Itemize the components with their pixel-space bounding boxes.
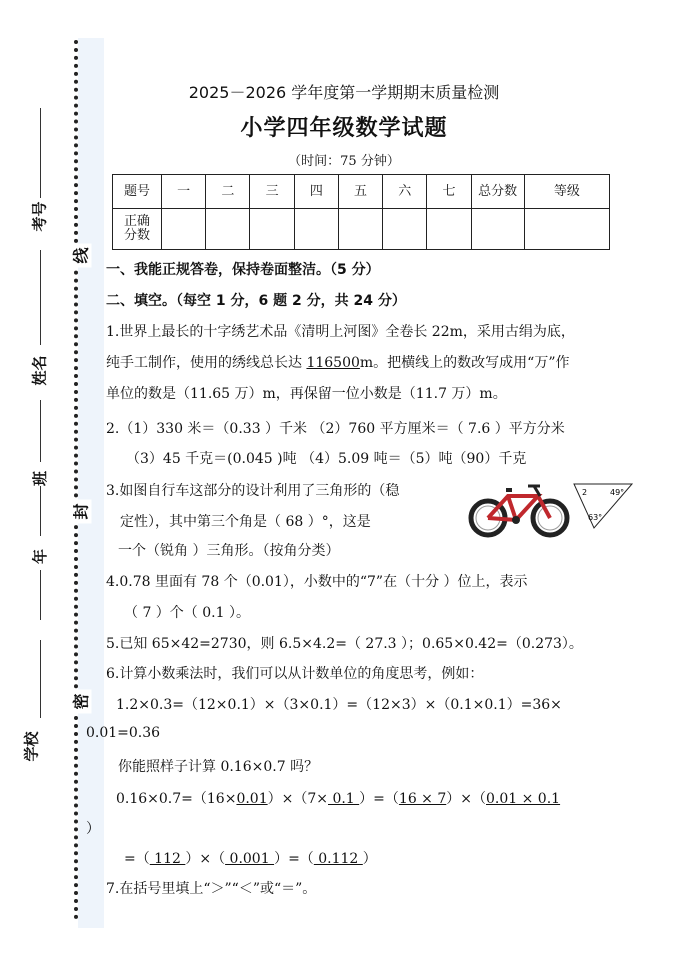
- score-cell: 总分数: [471, 175, 524, 209]
- q3-line3: 一个（锐角 ）三角形。（按角分类）: [118, 543, 340, 559]
- q6-line5: [116, 788, 560, 808]
- q6-blank-3: 16 × 7: [398, 791, 447, 807]
- q3-line1: 3.如图自行车这部分的设计利用了三角形的（稳: [106, 483, 400, 499]
- section-2-heading: 二、填空。（每空 1 分，6 题 2 分，共 24 分）: [106, 293, 406, 309]
- q4-line1: 4.0.78 里面有 78 个（0.01），小数中的“7”在（十分 ）位上，表示: [106, 574, 528, 590]
- score-cell: 一: [162, 175, 206, 209]
- q6-text-a: 0.16×0.7=（16×: [116, 791, 237, 807]
- field-line-name: [40, 250, 41, 345]
- field-label-exam-no: 考号: [30, 201, 49, 232]
- score-cell: 四: [294, 175, 338, 209]
- score-input-cell[interactable]: [206, 209, 250, 250]
- q6-line4: 你能照样子计算 0.16×0.7 吗？: [118, 759, 319, 775]
- field-label-school: 学校: [22, 731, 41, 762]
- score-cell: 三: [250, 175, 294, 209]
- q4-line2: （ 7 ）个（ 0.1 ）。: [124, 605, 250, 621]
- triangle-figure: [572, 478, 634, 532]
- field-label-grade: 年: [31, 548, 50, 565]
- triangle-angle-top-left: 2: [582, 488, 588, 497]
- score-input-cell[interactable]: [338, 209, 382, 250]
- binding-dotted-line: [74, 40, 78, 920]
- q6-line7: [124, 848, 377, 868]
- q6-line6: ）: [86, 821, 100, 837]
- q6-text-c: ）=（: [359, 791, 399, 807]
- q1-text-b: m。把横线上的数改写成用“万”作: [359, 355, 570, 371]
- score-table-header-row: [113, 175, 610, 209]
- q6-blank-2: 0.1: [328, 791, 360, 807]
- score-cell: 二: [206, 175, 250, 209]
- bicycle-image: [468, 482, 570, 538]
- q1-underlined-number: 116500: [306, 355, 360, 371]
- score-row-label: 正确分数: [113, 209, 162, 250]
- side-word-line: 线: [69, 244, 92, 268]
- q1-line3: 单位的数是（11.65 万）m，再保留一位小数是（11.7 万）m。: [106, 386, 507, 402]
- score-input-cell[interactable]: [294, 209, 338, 250]
- q6-blank-5: 112: [149, 851, 186, 867]
- q2-line2: （3）45 千克＝(0.045 )吨 （4）5.09 吨＝（5）吨（90）千克: [126, 451, 527, 467]
- q1-text-a: 纯手工制作，使用的绣线总长达: [106, 355, 307, 371]
- field-line-class: [40, 400, 41, 462]
- score-input-cell[interactable]: [250, 209, 294, 250]
- q6-line1: 6.计算小数乘法时，我们可以从计数单位的角度思考，例如：: [106, 666, 484, 682]
- field-line-school: [40, 640, 41, 718]
- q6-text-h: ）: [362, 851, 377, 867]
- q3-line2: 定性），其中第三个角是（ 68 ）°，这是: [120, 514, 371, 530]
- score-cell: 等级: [524, 175, 609, 209]
- score-cell: 六: [383, 175, 427, 209]
- score-table-score-row: [113, 209, 610, 250]
- triangle-angle-top-right: 49°: [610, 488, 625, 497]
- exam-title-line2: 小学四年级数学试题: [240, 116, 448, 141]
- q1-line2: [106, 352, 570, 372]
- q6-blank-7: 0.112: [313, 851, 363, 867]
- score-input-cell[interactable]: [427, 209, 471, 250]
- q6-blank-4: 0.01 × 0.1: [486, 791, 561, 807]
- q6-text-g: ）=（: [274, 851, 314, 867]
- exam-time-note: （时间：75 分钟）: [288, 154, 400, 169]
- score-cell: 七: [427, 175, 471, 209]
- q5-line: 5.已知 65×42=2730，则 6.5×4.2=（ 27.3 ）；0.65×0.42=（0.273）。: [106, 636, 583, 652]
- score-cell: 五: [338, 175, 382, 209]
- q6-text-f: ）×（: [185, 851, 226, 867]
- score-input-cell[interactable]: [162, 209, 206, 250]
- q6-line2: 1.2×0.3=（12×0.1）×（3×0.1）=（12×3）×（0.1×0.1）=36×: [116, 697, 562, 713]
- q1-line1: 1.世界上最长的十字绣艺术品《清明上河图》全卷长 22m，采用古绢为底，: [106, 324, 575, 340]
- exam-title-line1: 2025－2026 学年度第一学期期末质量检测: [188, 83, 500, 102]
- q6-line3: 0.01=0.36: [86, 725, 161, 741]
- q6-text-b: ）×（7×: [267, 791, 328, 807]
- q7-line: 7.在括号里填上“＞”“＜”或“＝”。: [106, 881, 317, 897]
- score-table: [112, 174, 610, 250]
- triangle-angle-bottom: 63°: [588, 513, 603, 522]
- q2-line1: 2.（1）330 米＝（0.33 ）千米 （2）760 平方厘米＝（ 7.6 ）平方分米: [106, 421, 565, 437]
- score-input-cell[interactable]: [471, 209, 524, 250]
- side-word-seal: 封: [69, 500, 92, 524]
- field-line-grade-a: [40, 486, 41, 536]
- score-input-cell[interactable]: [524, 209, 609, 250]
- field-label-class: 班: [31, 470, 50, 487]
- field-line-grade-b: [40, 570, 41, 620]
- q6-text-d: ）×（: [446, 791, 486, 807]
- section-1-heading: 一、我能正规答卷，保持卷面整洁。（5 分）: [106, 262, 380, 278]
- side-word-secret: 密: [69, 690, 92, 714]
- score-cell: 题号: [113, 175, 162, 209]
- q6-text-e: =（: [124, 851, 150, 867]
- q6-blank-1: 0.01: [236, 791, 268, 807]
- field-label-name: 姓名: [30, 355, 49, 386]
- score-input-cell[interactable]: [383, 209, 427, 250]
- q6-blank-6: 0.001: [225, 851, 275, 867]
- binding-strip: [78, 38, 104, 928]
